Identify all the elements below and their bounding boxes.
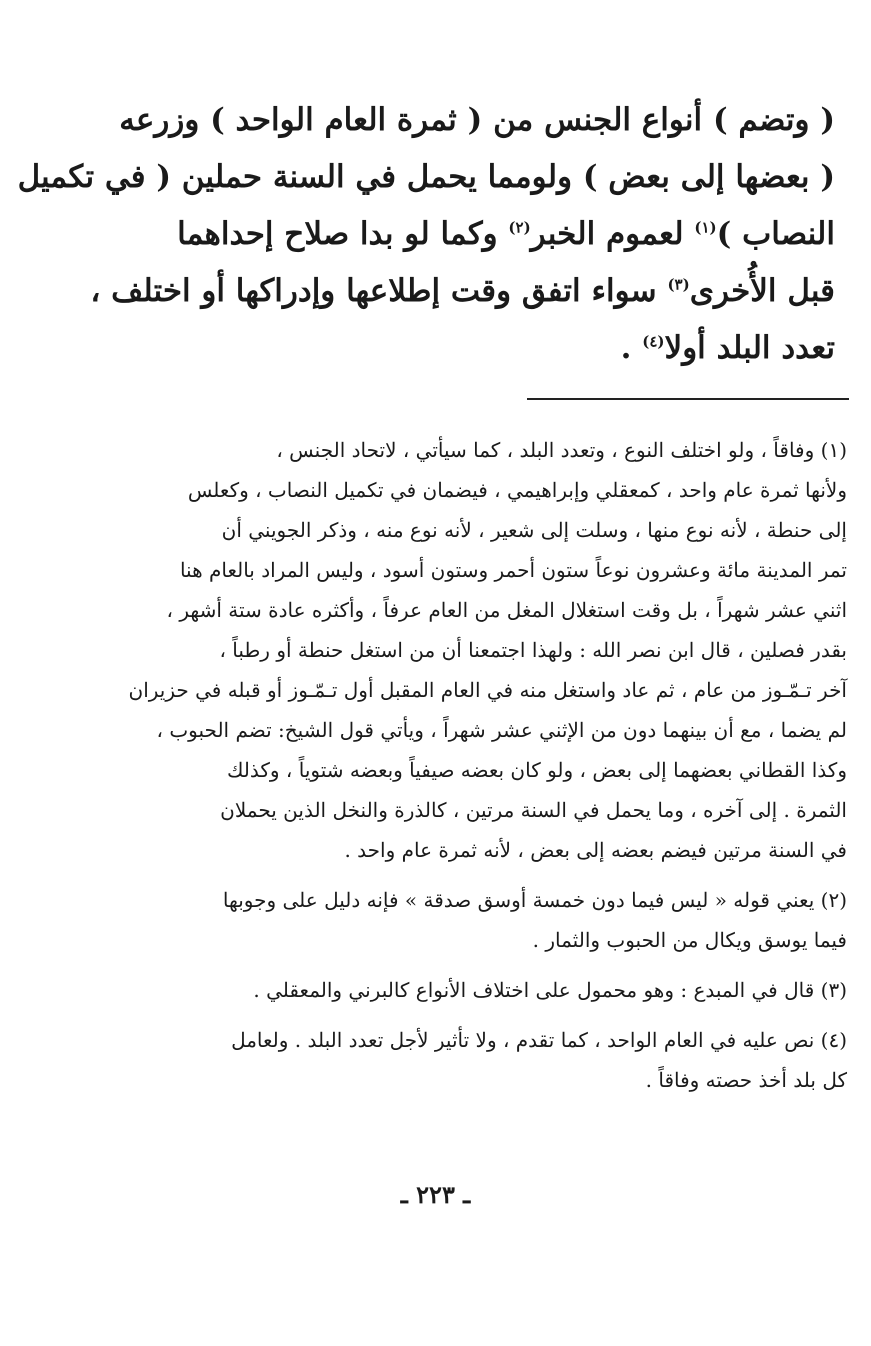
main-text-segment: وكما لو بدا صلاح إحداهما bbox=[177, 216, 498, 252]
page-number: ـ ٢٢٣ ـ bbox=[400, 1180, 471, 1209]
footnote-line: إلى حنطة ، لأنه نوع منها ، وسلت إلى شعير ، لأنه نوع منه ، وذكر الجويني أن bbox=[221, 518, 847, 542]
main-text-block bbox=[17, 92, 835, 377]
footnote-marker: (٤) bbox=[642, 332, 665, 351]
footnote-line: آخر تـمّـوز من عام ، ثم عاد واستغل منه في العام المقبل أول تـمّـوز أو قبله في حزيران bbox=[128, 678, 847, 702]
footnote-marker: (٢) bbox=[508, 218, 531, 237]
footnote-line: (٣) قال في المبدع : وهو محمول على اختلاف الأنواع كالبرني والمعقلي . bbox=[253, 978, 847, 1002]
footnote-4 bbox=[137, 1020, 847, 1100]
footnote-line: (٤) نص عليه في العام الواحد ، كما تقدم ، ولا تأثير لأجل تعدد البلد . ولعامل bbox=[231, 1028, 847, 1052]
main-text-segment: لعموم الخبر bbox=[530, 216, 684, 252]
footnote-line: لم يضما ، مع أن بينهما دون من الإثني عشر شهراً ، ويأتي قول الشيخ: تضم الحبوب ، bbox=[156, 718, 847, 742]
main-text-segment: النصاب ) bbox=[716, 216, 835, 252]
footnote-line: اثني عشر شهراً ، بل وقت استغلال المغل من العام عرفاً ، وأكثره عادة ستة أشهر ، bbox=[166, 598, 847, 622]
footnote-2 bbox=[137, 880, 847, 960]
footnote-line: وكذا القطاني بعضهما إلى بعض ، ولو كان بعضه صيفياً وبعضه شتوياً ، وكذلك bbox=[226, 758, 847, 782]
footnote-3 bbox=[137, 970, 847, 1010]
footnote-divider bbox=[527, 398, 849, 400]
main-text-segment: قبل الأُخرى bbox=[689, 273, 835, 309]
main-text-line bbox=[125, 206, 835, 263]
footnote-line: (٢) يعني قوله « ليس فيما دون خمسة أوسق صدقة » فإنه دليل على وجوبها bbox=[222, 888, 847, 912]
footnote-line: (١) وفاقاً ، ولو اختلف النوع ، وتعدد البلد ، كما سيأتي ، لاتحاد الجنس ، bbox=[276, 438, 847, 462]
main-text-segment: . bbox=[620, 330, 632, 366]
footnote-line: بقدر فصلين ، قال ابن نصر الله : ولهذا اجتمعنا أن من استغل حنطة أو رطباً ، bbox=[219, 638, 847, 662]
main-text-line bbox=[90, 263, 835, 320]
footnote-line: الثمرة . إلى آخره ، وما يحمل في السنة مرتين ، كالذرة والنخل الذين يحملان bbox=[220, 798, 847, 822]
footnotes-section bbox=[128, 430, 847, 1110]
footnote-1 bbox=[128, 430, 847, 870]
main-text-line: ( وتضم ) أنواع الجنس من ( ثمرة العام الواحد ) وزرعه bbox=[119, 102, 835, 138]
footnote-marker: (١) bbox=[694, 218, 717, 237]
footnote-line: تمر المدينة مائة وعشرون نوعاً ستون أحمر وستون أسود ، وليس المراد بالعام هنا bbox=[179, 558, 847, 582]
main-text-line bbox=[125, 320, 835, 377]
footnote-line: فيما يوسق ويكال من الحبوب والثمار . bbox=[532, 928, 847, 952]
footnote-line: كل بلد أخذ حصته وفاقاً . bbox=[645, 1068, 847, 1092]
main-text-segment: سواء اتفق وقت إطلاعها وإدراكها أو اختلف ، bbox=[90, 273, 657, 309]
footnote-line: في السنة مرتين فيضم بعضه إلى بعض ، لأنه ثمرة عام واحد . bbox=[344, 838, 847, 862]
footnote-line: ولأنها ثمرة عام واحد ، كمعقلي وإبراهيمي ، فيضمان في تكميل النصاب ، وكعلس bbox=[187, 478, 847, 502]
footnote-marker: (٣) bbox=[667, 275, 690, 294]
main-text-segment: تعدد البلد أولا bbox=[664, 330, 835, 366]
main-text-line: ( بعضها إلى بعض ) ولومما يحمل في السنة حملين ( في تكميل bbox=[17, 159, 835, 195]
